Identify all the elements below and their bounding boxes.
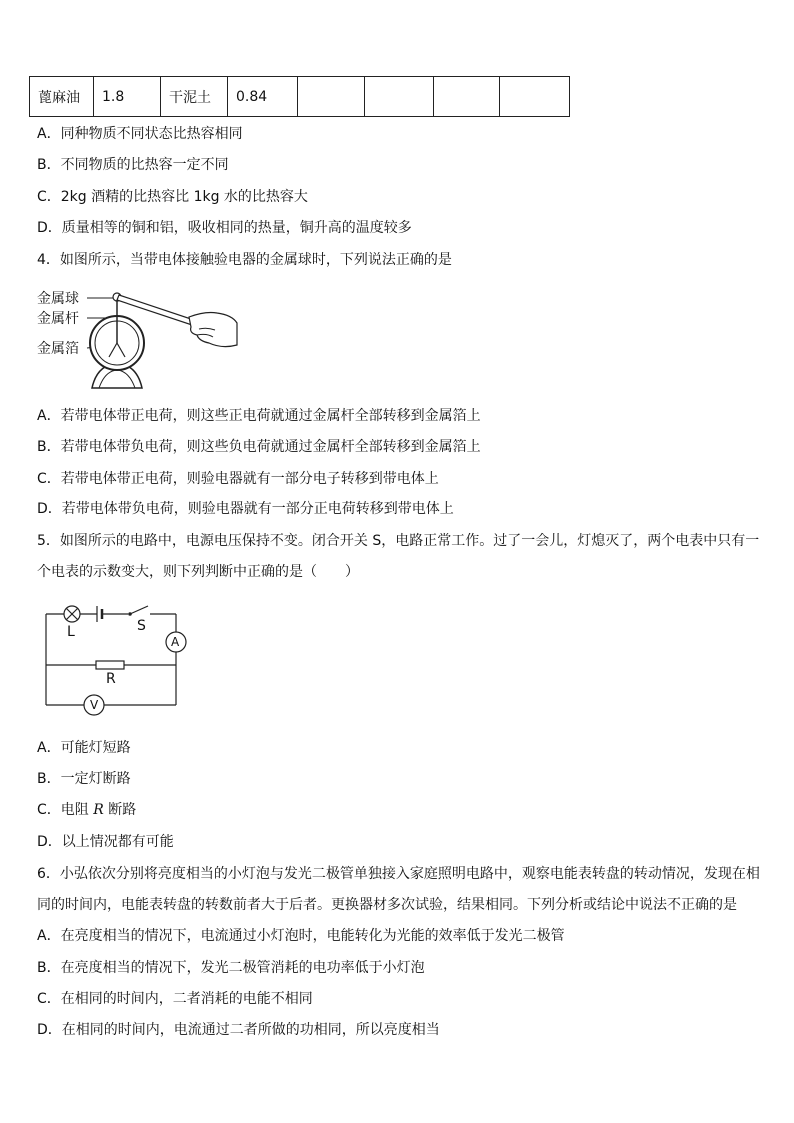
q5-option-a: A．可能灯短路 (37, 740, 131, 756)
q6-stem-line2: 同的时间内，电能表转盘的转数前者大于后者。更换器材多次试验，结果相同。下列分析或结论中说法不正确的是 (37, 897, 737, 913)
q5-option-c-variable: R (93, 802, 104, 818)
q5-option-b: B．一定灯断路 (37, 771, 131, 787)
table-cell: 1.8 (94, 77, 161, 117)
label-metal-foil: 金属箔 (37, 341, 79, 357)
specific-heat-table (29, 76, 570, 117)
q5-stem-line1: 5．如图所示的电路中，电源电压保持不变。闭合开关 S，电路正常工作。过了一会儿，灯熄灭了，两个电表中只有一 (37, 533, 760, 549)
table-cell (365, 77, 434, 117)
q6-option-a: A．在亮度相当的情况下，电流通过小灯泡时，电能转化为光能的效率低于发光二极管 (37, 928, 565, 944)
q6-stem-line1: 6．小弘依次分别将亮度相当的小灯泡与发光二极管单独接入家庭照明电路中，观察电能表转盘的转动情况，发现在相 (37, 866, 760, 882)
q6-option-c: C．在相同的时间内，二者消耗的电能不相同 (37, 991, 313, 1007)
q5-option-c-suffix: 断路 (103, 802, 137, 818)
q4-option-a: A．若带电体带正电荷，则这些正电荷就通过金属杆全部转移到金属箔上 (37, 408, 481, 424)
label-metal-rod: 金属杆 (37, 311, 79, 327)
table-cell: 0.84 (228, 77, 298, 117)
table-cell (434, 77, 500, 117)
q5-stem-line2: 个电表的示数变大，则下列判断中正确的是（ ） (37, 564, 359, 580)
q4-stem: 4．如图所示，当带电体接触验电器的金属球时，下列说法正确的是 (37, 252, 452, 268)
q5-option-c (37, 800, 136, 820)
electroscope-figure (37, 283, 247, 393)
circuit-figure (40, 598, 200, 720)
q6-option-b: B．在亮度相当的情况下，发光二极管消耗的电功率低于小灯泡 (37, 960, 425, 976)
q4-option-d: D．若带电体带负电荷，则验电器就有一部分正电荷转移到带电体上 (37, 501, 454, 517)
q4-option-c: C．若带电体带正电荷，则验电器就有一部分电子转移到带电体上 (37, 471, 439, 487)
table-cell: 蓖麻油 (30, 77, 94, 117)
q3-option-b: B．不同物质的比热容一定不同 (37, 157, 229, 173)
q3-option-c: C．2kg 酒精的比热容比 1kg 水的比热容大 (37, 189, 308, 205)
label-metal-ball: 金属球 (37, 291, 79, 307)
q3-option-d: D．质量相等的铜和铝，吸收相同的热量，铜升高的温度较多 (37, 220, 412, 236)
label-ammeter: A (171, 635, 180, 649)
q4-option-b: B．若带电体带负电荷，则这些负电荷就通过金属杆全部转移到金属箔上 (37, 439, 481, 455)
circuit-drawing (40, 598, 200, 720)
label-voltmeter: V (90, 698, 99, 712)
table-cell (500, 77, 570, 117)
table-cell (298, 77, 365, 117)
q6-option-d: D．在相同的时间内，电流通过二者所做的功相同，所以亮度相当 (37, 1022, 440, 1038)
table-cell: 干泥土 (161, 77, 228, 117)
label-resistor: R (106, 671, 116, 687)
q3-option-a: A．同种物质不同状态比热容相同 (37, 126, 243, 142)
q5-option-d: D．以上情况都有可能 (37, 834, 174, 850)
q5-option-c-prefix: C．电阻 (37, 802, 94, 818)
label-switch: S (137, 618, 146, 634)
label-lamp: L (67, 624, 75, 640)
table-row (30, 77, 570, 117)
